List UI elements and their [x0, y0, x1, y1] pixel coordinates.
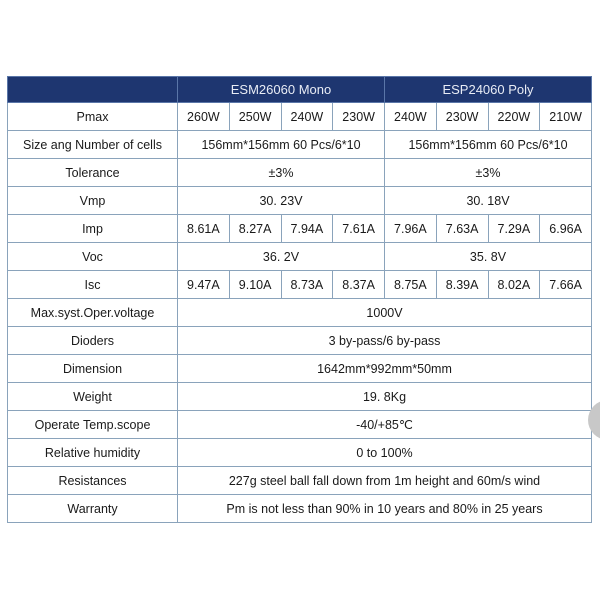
cell: 3 by-pass/6 by-pass [178, 327, 592, 355]
cell: 7.63A [436, 215, 488, 243]
cell: 7.66A [540, 271, 592, 299]
cell: 1000V [178, 299, 592, 327]
row-label: Weight [8, 383, 178, 411]
cell: 8.39A [436, 271, 488, 299]
table-row [8, 467, 592, 495]
row-label: Pmax [8, 103, 178, 131]
cell: 156mm*156mm 60 Pcs/6*10 [178, 131, 385, 159]
cell: 30. 23V [178, 187, 385, 215]
cell: 240W [385, 103, 437, 131]
table-row [8, 271, 592, 299]
cell: 260W [178, 103, 230, 131]
cell: 7.96A [385, 215, 437, 243]
cell: 35. 8V [385, 243, 592, 271]
row-label: Voc [8, 243, 178, 271]
row-label: Dimension [8, 355, 178, 383]
cell: 227g steel ball fall down from 1m height and 60m/s wind [178, 467, 592, 495]
cell: 36. 2V [178, 243, 385, 271]
cell: 30. 18V [385, 187, 592, 215]
cell: 220W [488, 103, 540, 131]
row-label: Relative humidity [8, 439, 178, 467]
table-row [8, 159, 592, 187]
cell: -40/+85℃ [178, 411, 592, 439]
cell: 6.96A [540, 215, 592, 243]
cell: 19. 8Kg [178, 383, 592, 411]
cell: Pm is not less than 90% in 10 years and 80% in 25 years [178, 495, 592, 523]
header-mono: ESM26060 Mono [178, 77, 385, 103]
cell: 250W [229, 103, 281, 131]
header-blank [8, 77, 178, 103]
header-poly: ESP24060 Poly [385, 77, 592, 103]
cell: 9.10A [229, 271, 281, 299]
cell: 7.94A [281, 215, 333, 243]
spec-table [7, 76, 592, 523]
cell: 210W [540, 103, 592, 131]
cell: 8.02A [488, 271, 540, 299]
cell: 1642mm*992mm*50mm [178, 355, 592, 383]
cell: 7.29A [488, 215, 540, 243]
table-row [8, 215, 592, 243]
row-label: Tolerance [8, 159, 178, 187]
cell: 8.27A [229, 215, 281, 243]
table-row [8, 103, 592, 131]
row-label: Isc [8, 271, 178, 299]
table-row [8, 439, 592, 467]
cell: ±3% [178, 159, 385, 187]
cell: 8.61A [178, 215, 230, 243]
table-row [8, 355, 592, 383]
table-row [8, 383, 592, 411]
row-label: Warranty [8, 495, 178, 523]
header-row [8, 77, 592, 103]
cell: 8.73A [281, 271, 333, 299]
cell: 0 to 100% [178, 439, 592, 467]
cell: 9.47A [178, 271, 230, 299]
cell: 8.75A [385, 271, 437, 299]
cell: 230W [436, 103, 488, 131]
row-label: Operate Temp.scope [8, 411, 178, 439]
row-label: Max.syst.Oper.voltage [8, 299, 178, 327]
row-label: Resistances [8, 467, 178, 495]
row-label: Dioders [8, 327, 178, 355]
table-row [8, 131, 592, 159]
cell: 230W [333, 103, 385, 131]
cell: ±3% [385, 159, 592, 187]
cell: 240W [281, 103, 333, 131]
cell: 8.37A [333, 271, 385, 299]
cell: 156mm*156mm 60 Pcs/6*10 [385, 131, 592, 159]
cell: 7.61A [333, 215, 385, 243]
row-label: Vmp [8, 187, 178, 215]
table-row [8, 243, 592, 271]
row-label: Imp [8, 215, 178, 243]
row-label: Size ang Number of cells [8, 131, 178, 159]
table-row [8, 411, 592, 439]
table-row [8, 187, 592, 215]
table-row [8, 327, 592, 355]
table-row [8, 495, 592, 523]
table-row [8, 299, 592, 327]
